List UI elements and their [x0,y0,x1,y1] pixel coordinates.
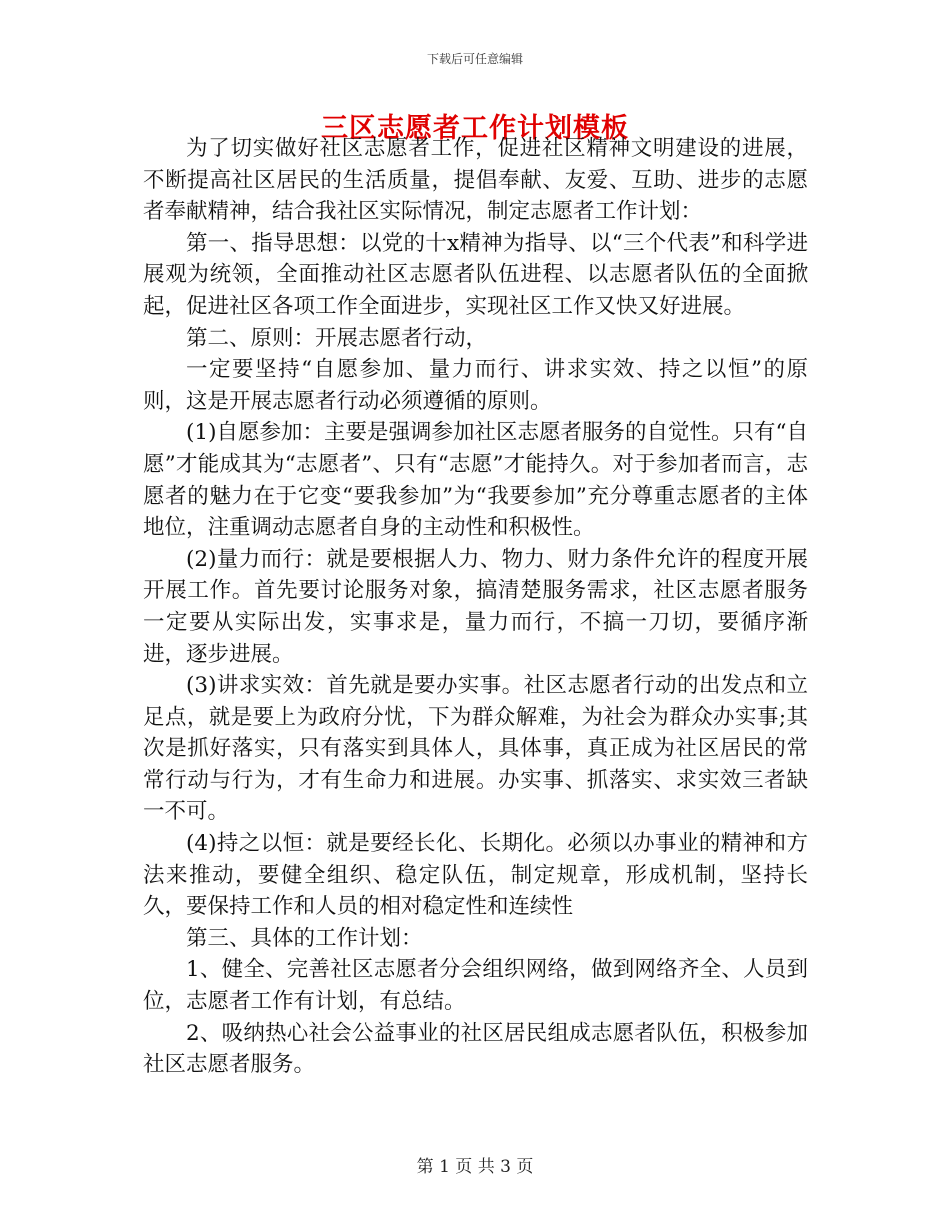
paragraph-plan-item-2: 2、吸纳热心社会公益事业的社区居民组成志愿者队伍，积极参加社区志愿者服务。 [143,1020,808,1078]
header-note: 下载后可任意编辑 [426,52,523,66]
paragraph-plan-item-1: 1、健全、完善社区志愿者分会组织网络，做到网络齐全、人员到位，志愿者工作有计划，有总结。 [143,957,808,1015]
paragraph-principle-voluntary: (1)自愿参加：主要是强调参加社区志愿者服务的自觉性。只有“自愿”才能成其为“志愿者”、只有“志愿”才能持久。对于参加者而言，志愿者的魅力在于它变“要我参加”为“我要参加”充分尊重志愿者的主体地位，注重调动志愿者自身的主动性和积极性。 [143,420,808,541]
paragraph-principle-summary: 一定要坚持“自愿参加、量力而行、讲求实效、持之以恒”的原则，这是开展志愿者行动必须遵循的原则。 [143,357,808,414]
paragraph-principle-effectiveness: (3)讲求实效：首先就是要办实事。社区志愿者行动的出发点和立足点，就是要上为政府分忧，下为群众解难，为社会为群众办实事;其次是抓好落实，只有落实到具体人，具体事，真正成为社区居民的常常行动与行为，才有生命力和进展。办实事、抓落实、求实效三者缺一不可。 [143,673,808,825]
paragraph-principle-persistence: (4)持之以恒：就是要经长化、长期化。必须以办事业的精神和方法来推动，要健全组织、稳定队伍，制定规章，形成机制，坚持长久，要保持工作和人员的相对稳定性和连续性 [143,831,808,920]
paragraph-intro: 为了切实做好社区志愿者工作，促进社区精神文明建设的进展，不断提高社区居民的生活质量，提倡奉献、友爱、互助、进步的志愿者奉献精神，结合我社区实际情况，制定志愿者工作计划： [143,136,808,225]
paragraph-principle-capacity: (2)量力而行：就是要根据人力、物力、财力条件允许的程度开展开展工作。首先要讨论服务对象，搞清楚服务需求，社区志愿者服务一定要从实际出发，实事求是，量力而行，不搞一刀切，要循序渐进，逐步进展。 [143,546,808,667]
paragraph-guiding-thought: 第一、指导思想：以党的十x精神为指导、以“三个代表”和科学进展观为统领，全面推动社区志愿者队伍进程、以志愿者队伍的全面掀起，促进社区各项工作全面进步，实现社区工作又快又好进展。 [143,230,808,319]
paragraph-principle-heading: 第二、原则：开展志愿者行动， [186,325,488,351]
document-body [143,133,808,1081]
document-title: 三区志愿者工作计划模板 [321,113,629,144]
page-number: 第 1 页 共 3 页 [416,1157,534,1177]
paragraph-plan-heading: 第三、具体的工作计划： [186,925,423,951]
